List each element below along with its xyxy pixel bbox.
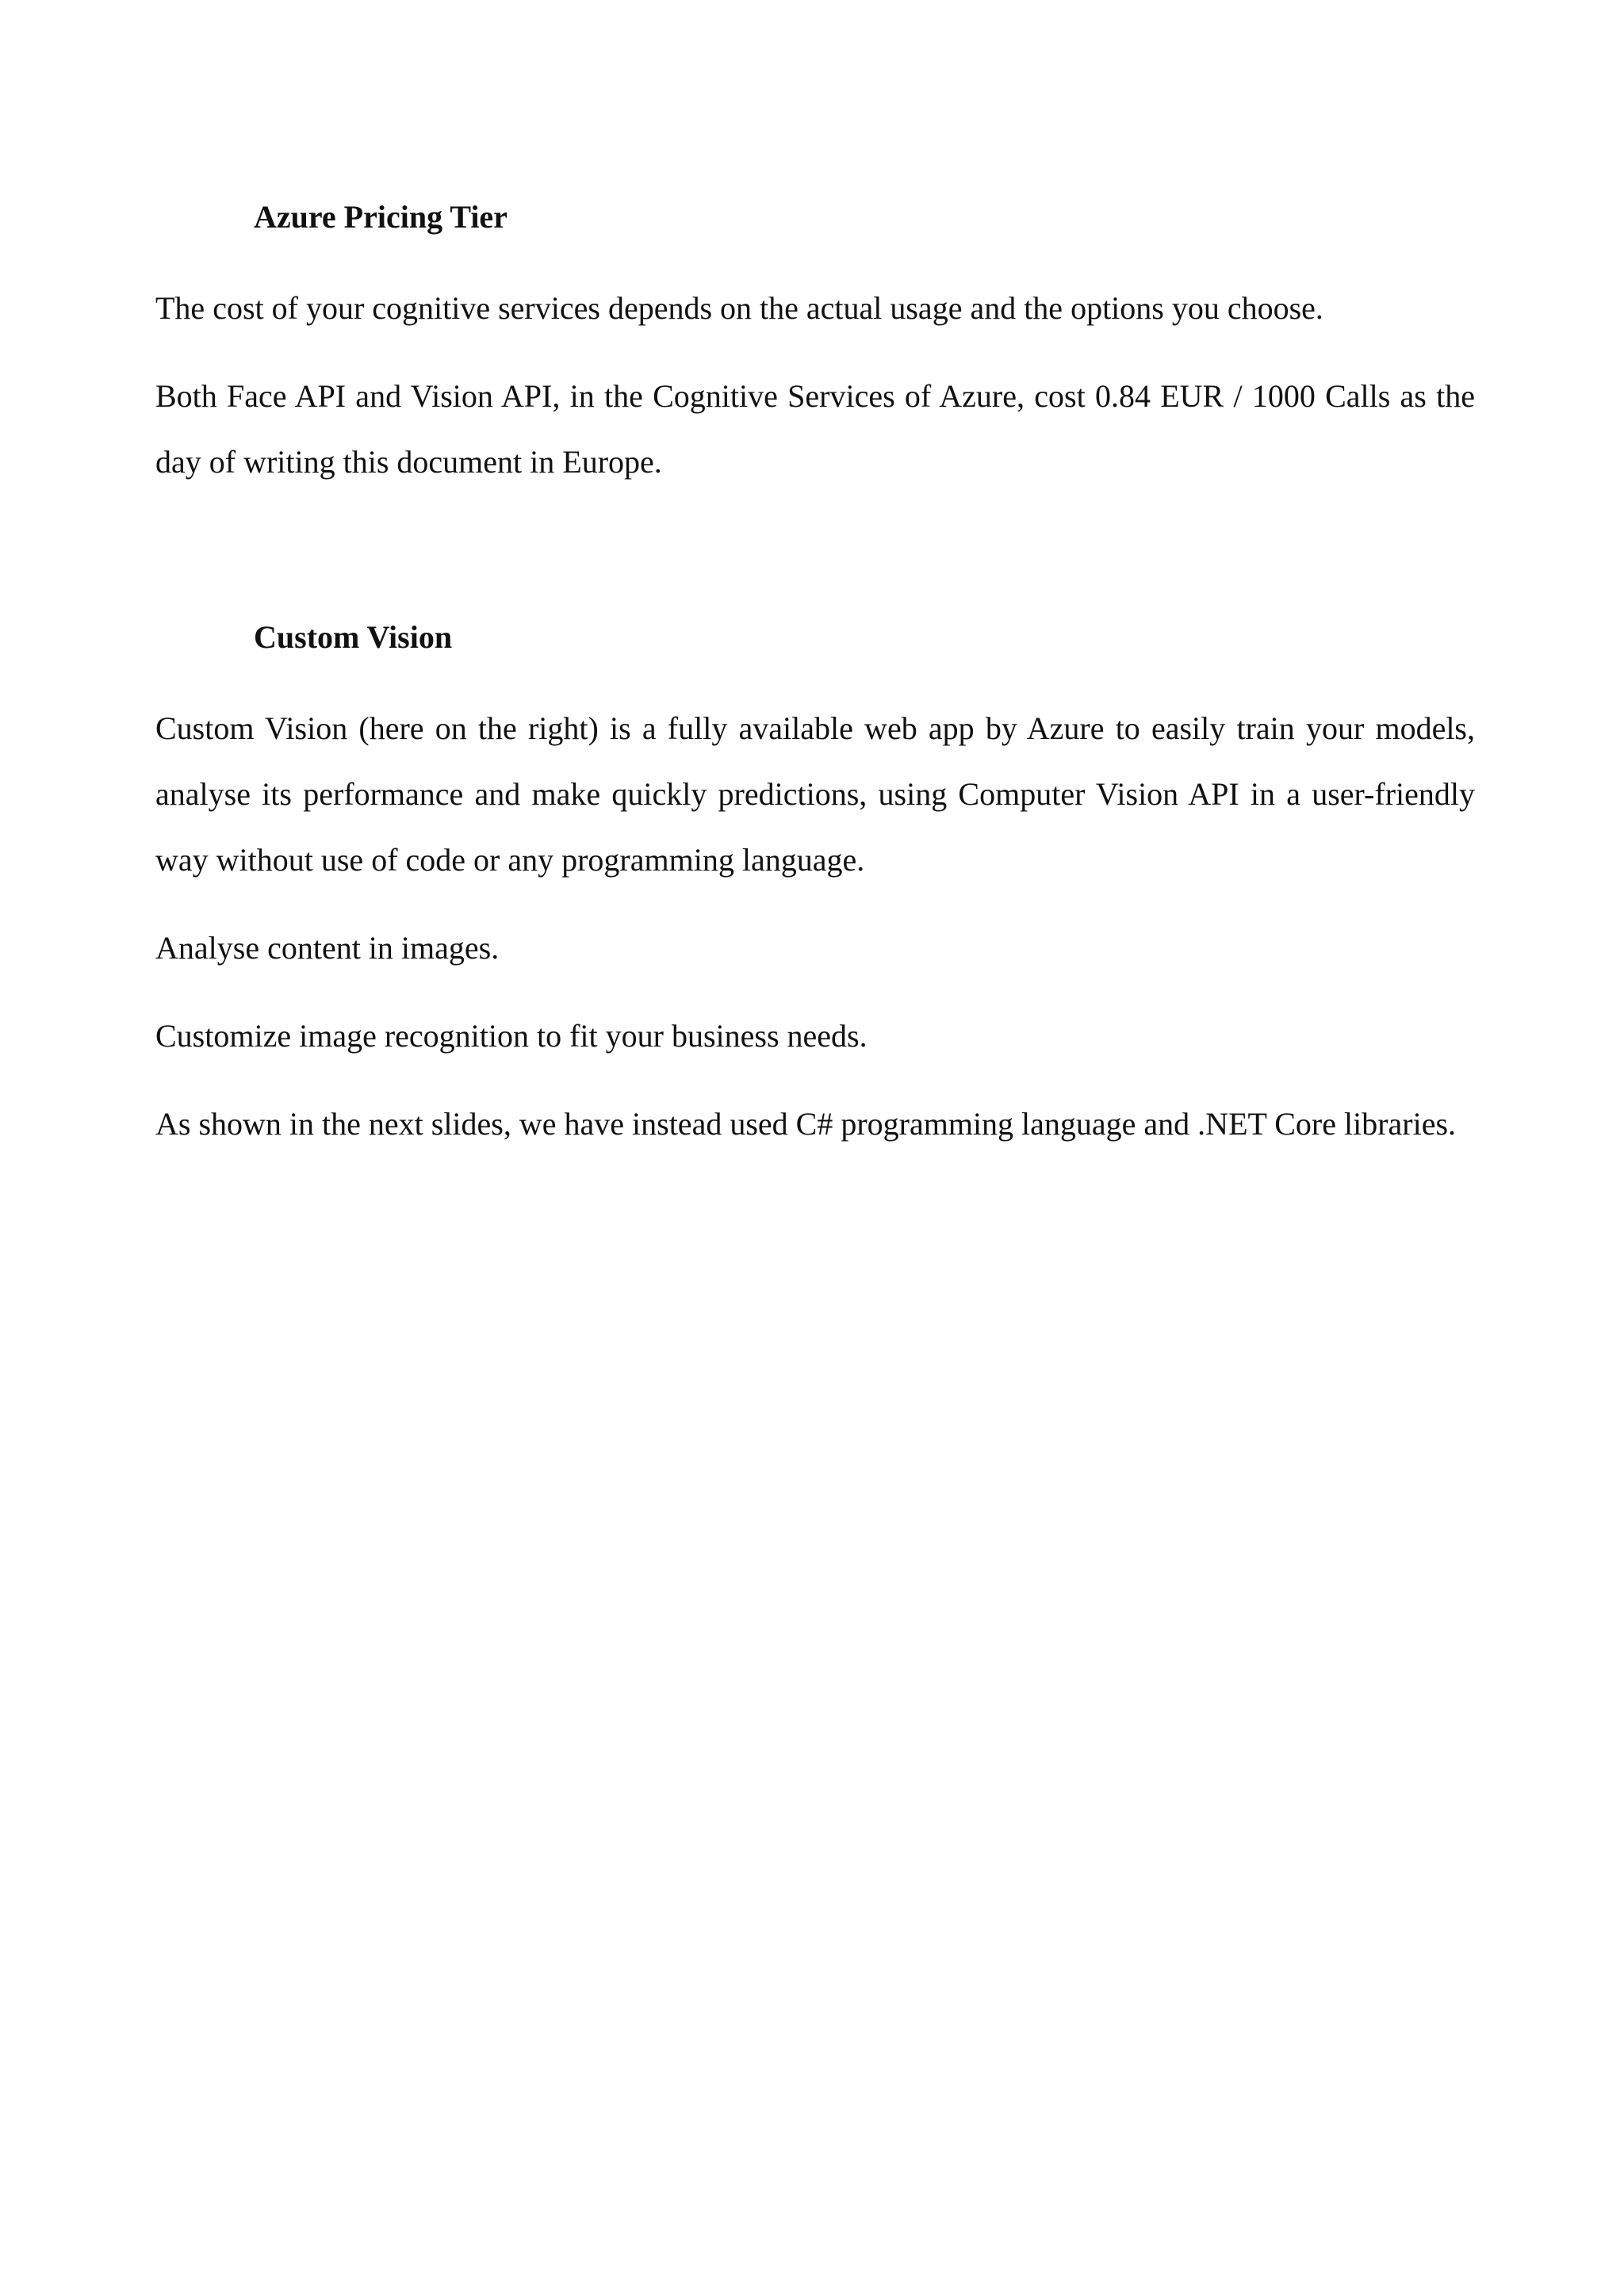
paragraph-customize-recognition: Customize image recognition to fit your business needs. — [155, 1018, 868, 1054]
section-heading-azure-pricing-tier: Azure Pricing Tier — [254, 199, 508, 235]
paragraph-analyse-content: Analyse content in images. — [155, 930, 500, 966]
paragraph-csharp-dotnet: As shown in the next slides, we have instead used C# programming language and .NET Core libraries. — [155, 1106, 1457, 1142]
paragraph-face-vision-pricing: Both Face API and Vision API, in the Cognitive Services of Azure, cost 0.84 EUR / 1000 Calls as the day of writing this document in Europe. — [155, 378, 1475, 480]
section-heading-custom-vision: Custom Vision — [254, 619, 453, 655]
paragraph-cost-depends: The cost of your cognitive services depends on the actual usage and the options you choose. — [155, 290, 1323, 326]
paragraph-custom-vision-description: Custom Vision (here on the right) is a fully available web app by Azure to easily train your models, analyse its performance and make quickly predictions, using Computer Vision API in a user-friendly way without use of code or any programming language. — [155, 710, 1475, 878]
